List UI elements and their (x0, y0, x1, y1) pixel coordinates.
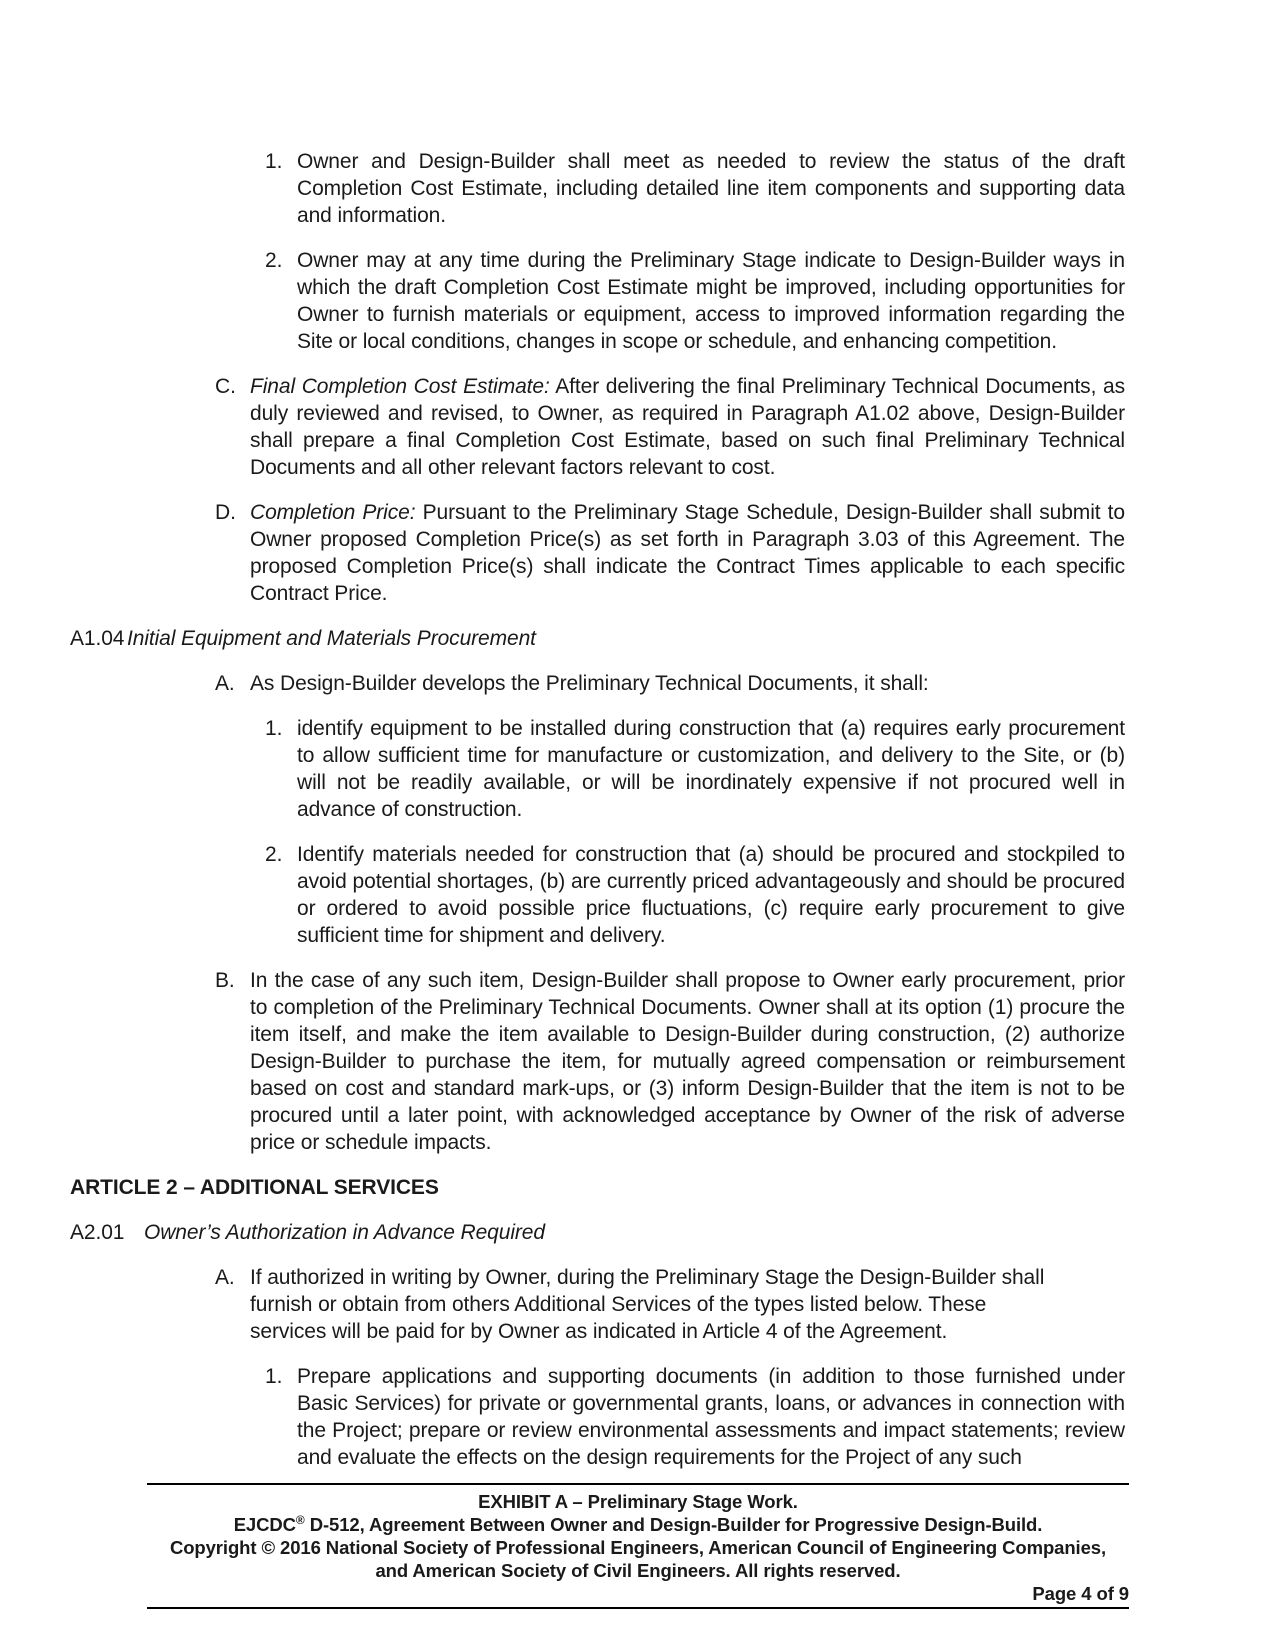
clause-d (215, 499, 1125, 607)
footer-ejcdc-rest: D-512, Agreement Between Owner and Design-Builder for Progressive Design-Build. (304, 1514, 1043, 1535)
clause-lead: Completion Price: (250, 501, 416, 524)
footer-exhibit-line: EXHIBIT A – Preliminary Stage Work. (478, 1491, 798, 1512)
clause-b (215, 967, 1125, 1156)
numbered-item-a1-04-2 (265, 841, 1125, 949)
numbered-item-a1-04-1 (265, 715, 1125, 823)
article-2-heading (70, 1174, 1275, 1201)
item-text: Identify materials needed for construction that (a) should be procured and stockpiled to avoid potential shortages, (b) are currently priced advantageously and should be procured or ordered to avoid possible price fluctuations, (c) require early procurement to give sufficient time for shipment and delivery. (297, 843, 1125, 947)
item-marker: D. (215, 501, 236, 524)
item-marker: 2. (265, 249, 283, 272)
numbered-item-2 (265, 247, 1125, 355)
numbered-item-1 (265, 148, 1125, 229)
clause-text: As Design-Builder develops the Preliminary Technical Documents, it shall: (250, 672, 929, 695)
footer-ejcdc-line (147, 1513, 1129, 1536)
page-footer (147, 1483, 1129, 1609)
clause-text: Pursuant to the Preliminary Stage Schedule, Design-Builder shall submit to Owner proposed Completion Price(s) as set forth in Paragraph 3.03 of this Agreement. The proposed Completion Price(s) shall indicate the Contract Times applicable to each specific Contract Price. (250, 501, 1125, 605)
article-title: ARTICLE 2 – ADDITIONAL SERVICES (70, 1176, 439, 1199)
item-text: Prepare applications and supporting documents (in addition to those furnished under Basic Services) for private or governmental grants, loans, or advances in connection with the Project; prepare or review environmental assessments and impact statements; review and evaluate the effects on the design requirements for the Project of any such (297, 1365, 1125, 1469)
clause-text: After delivering the final Preliminary Technical Documents, as duly reviewed and revised, to Owner, as required in Paragraph A1.02 above, Design-Builder shall prepare a final Completion Cost Estimate, based on such final Preliminary Technical Documents and all other relevant factors relevant to cost. (250, 375, 1125, 479)
item-marker: 1. (265, 150, 283, 173)
clause-text: In the case of any such item, Design-Builder shall propose to Owner early procurement, prior to completion of the Preliminary Technical Documents. Owner shall at its option (1) procure the item itself, and make the item available to Design-Builder during construction, (2) authorize Design-Builder to purchase the item, for mutually agreed compensation or reimbursement based on cost and standard mark-ups, or (3) inform Design-Builder that the item is not to be procured until a later point, with acknowledged acceptance by Owner of the risk of adverse price or schedule impacts. (250, 969, 1125, 1154)
item-marker: 1. (265, 1365, 283, 1388)
clause-a1-04-a (215, 670, 1125, 697)
section-heading-a1-04 (70, 625, 1275, 652)
page-number: Page 4 of 9 (1032, 1583, 1129, 1604)
item-text: Owner may at any time during the Preliminary Stage indicate to Design-Builder ways in which the draft Completion Cost Estimate might be improved, including opportunities for Owner to furnish materials or equipment, access to improved information regarding the Site or local conditions, changes in scope or schedule, and enhancing competition. (297, 249, 1125, 353)
registered-mark-icon: ® (295, 1512, 305, 1527)
footer-copyright-line-1: Copyright © 2016 National Society of Professional Engineers, American Council of Engineering Companies, (169, 1537, 1107, 1558)
section-number: A2.01 (70, 1221, 125, 1244)
item-marker: 1. (265, 717, 283, 740)
item-marker: 2. (265, 843, 283, 866)
footer-copyright-line-2: and American Society of Civil Engineers. All rights reserved. (375, 1560, 901, 1581)
item-text: identify equipment to be installed during construction that (a) requires early procurement to allow sufficient time for manufacture or customization, and delivery to the Site, or (b) will not be readily available, or will be inordinately expensive if not procured well in advance of construction. (297, 717, 1125, 821)
numbered-item-a2-01-1 (265, 1363, 1125, 1471)
item-marker: C. (215, 375, 236, 398)
clause-a2-01-a (215, 1264, 1060, 1345)
item-marker: A. (215, 672, 235, 695)
item-text: Owner and Design-Builder shall meet as needed to review the status of the draft Completion Cost Estimate, including detailed line item components and supporting data and information. (297, 150, 1125, 227)
item-marker: B. (215, 969, 235, 992)
section-number: A1.04 (70, 627, 125, 650)
item-marker: A. (215, 1266, 235, 1289)
clause-c (215, 373, 1125, 481)
footer-ejcdc-name: EJCDC (233, 1514, 296, 1535)
section-title: Owner’s Authorization in Advance Required (144, 1221, 545, 1244)
clause-text: If authorized in writing by Owner, during the Preliminary Stage the Design-Builder shall furnish or obtain from others Additional Services of the types listed below. These services will be paid for by Owner as indicated in Article 4 of the Agreement. (250, 1266, 1045, 1343)
clause-lead: Final Completion Cost Estimate: (250, 375, 550, 398)
section-heading-a2-01 (70, 1219, 1275, 1246)
section-title: Initial Equipment and Materials Procurement (127, 627, 536, 650)
